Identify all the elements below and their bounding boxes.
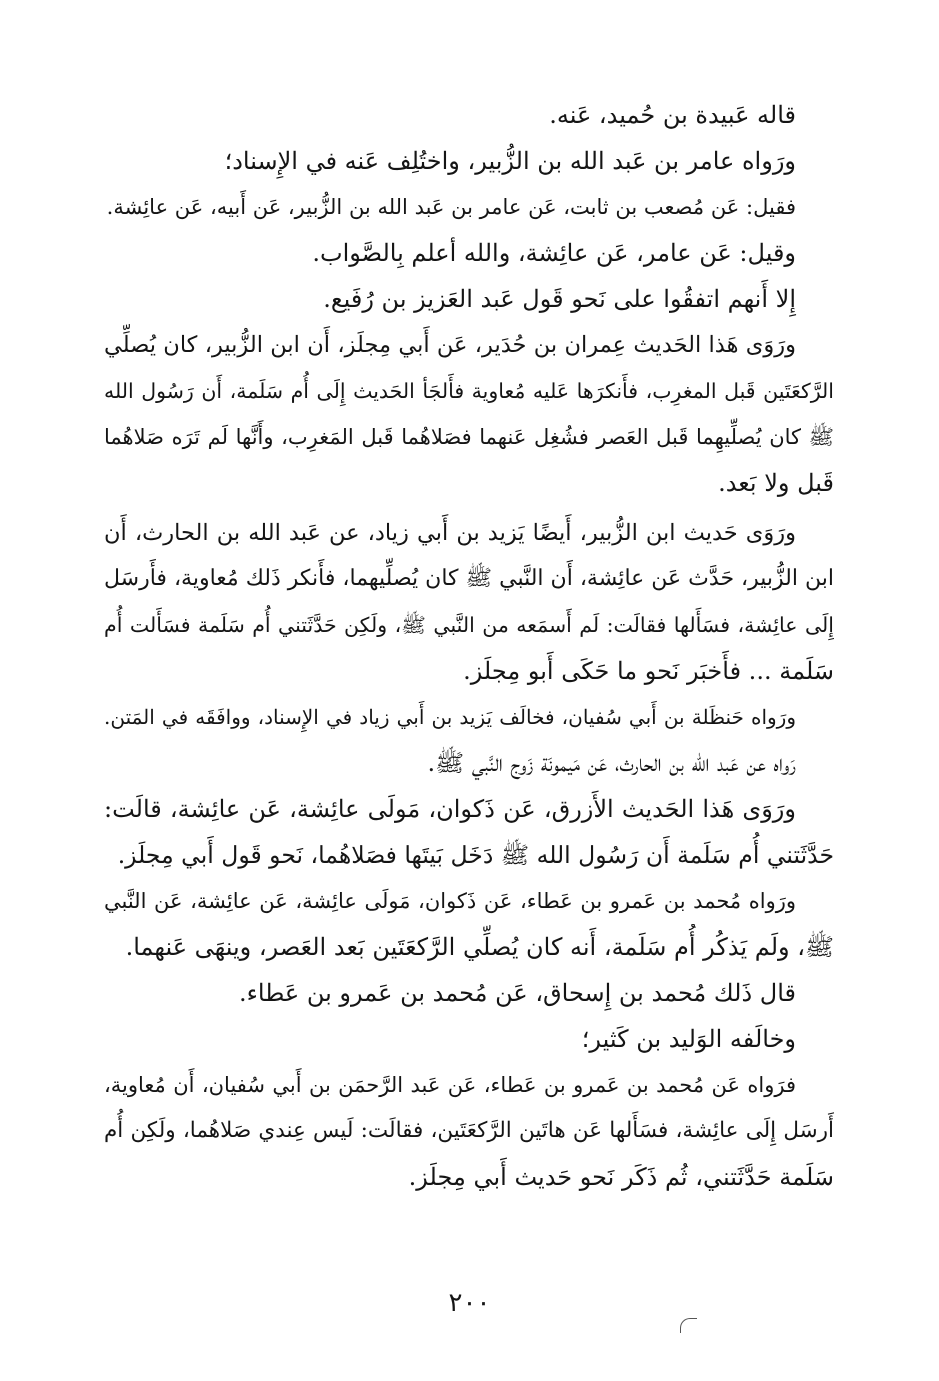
text-line: فقيل: عَن مُصعب بن ثابت، عَن عامر بن عَبد الله بن الزُّبير، عَن أَبيه، عَن عائِشة.: [106, 195, 796, 219]
text-line: ﷺ كان يُصلِّيهِما قَبل العَصر فشُغِل عَنهما فصَلاهُما قَبل المَغرِب، وأَنَّها لَم تَرَه صَلاهُما: [104, 425, 834, 449]
text-line: قال ذَلك مُحمد بن إِسحاق، عَن مُحمد بن عَمرو بن عَطاء.: [238, 979, 796, 1007]
text-line: حَدَّثَتني أُم سَلَمة أَن رَسُول الله ﷺ دَخَل بَيتَها فصَلاهُما، نَحو قَول أَبي مِجلَز.: [117, 841, 834, 869]
text-line: ورَوَى هَذا الحَديث عِمران بن حُدَير، عَن أَبي مِجلَز، أَن ابن الزُّبير، كان يُصلِّي: [104, 332, 796, 358]
text-line: إِلا أَنهم اتفقُوا على نَحو قَول عَبد العَزيز بن رُفَيع.: [323, 285, 796, 313]
text-line: قاله عَبيدة بن حُميد، عَنه.: [549, 101, 796, 129]
text-line: ﷺ، ولَم يَذكُر أُم سَلَمة، أَنه كان يُصلِّي الرَّكعَتَين بَعد العَصر، وينهَى عَنهما.: [125, 933, 834, 961]
text-line: رَواه عن عَبد الله بن الحارث، عَن مَيمونَة زَوج النَّبي ﷺ.: [427, 749, 796, 777]
text-line: ورَواه حَنظَلة بن أَبي سُفيان، فخالَف يَزيد بن أَبي زياد في الإِسناد، ووافَقَه في المَتن.: [104, 705, 796, 729]
page-body: [104, 92, 834, 1200]
text-line: سَلَمة ... فأَخبَر نَحو ما حَكَى أَبو مِجلَز.: [463, 657, 834, 685]
scan-mark: [680, 1318, 697, 1333]
text-line: أَرسَل إِلَى عائِشة، فسَأَلها عَن هاتَين الرَّكعَتَين، فقالَت: لَيس عِندي صَلاهُما، ولَكِن أُم: [104, 1118, 834, 1143]
text-line: وقيل: عَن عامر، عَن عائِشة، والله أعلم بِالصَّواب.: [312, 239, 796, 267]
text-line: إِلَى عائِشة، فسَأَلها فقالَت: لَم أَسمَعه من النَّبي ﷺ، ولَكِن حَدَّثَتني أُم سَلَمة فسَأَلت أُم: [104, 613, 834, 637]
page-number: ٢٠٠: [448, 1288, 491, 1318]
text-line: فرَواه عَن مُحمد بن عَمرو بن عَطاء، عَن عَبد الرَّحمَن بن أَبي سُفيان، أَن مُعاوية،: [104, 1073, 796, 1097]
text-line: وخالَفه الوَليد بن كَثير؛: [581, 1025, 796, 1053]
text-line: سَلَمة حَدَّثَتني، ثُم ذَكَر نَحو حَديث أَبي مِجلَز.: [408, 1163, 834, 1191]
text-line: ورَواه مُحمد بن عَمرو بن عَطاء، عَن ذَكوان، مَولَى عائِشة، عَن عائِشة، عَن النَّبي: [104, 889, 796, 913]
text-line: الرَّكعَتَين قَبل المغرِب، فأَنكرَها عَليه مُعاوية فأَلجَأ الحَديث إِلَى أُم سَلَمة، أَن رَسُول الله: [104, 379, 834, 403]
text-line: ورَواه عامر بن عَبد الله بن الزُّبير، واختُلِف عَنه في الإِسناد؛: [224, 147, 796, 175]
text-line: ورَوَى حَديث ابن الزُّبير، أَيضًا يَزيد بن أَبي زياد، عن عَبد الله بن الحارث، أَن: [104, 520, 796, 546]
text-line: ورَوَى هَذا الحَديث الأَزرق، عَن ذَكوان، مَولَى عائِشة، عَن عائِشة، قالَت:: [104, 795, 796, 823]
text-line: ابن الزُّبير، حَدَّث عَن عائِشة، أَن النَّبي ﷺ كان يُصلِّيهما، فأَنكر ذَلك مُعاوية، فأَرسَل: [104, 566, 834, 591]
text-line: قَبل ولا بَعد.: [718, 469, 834, 497]
